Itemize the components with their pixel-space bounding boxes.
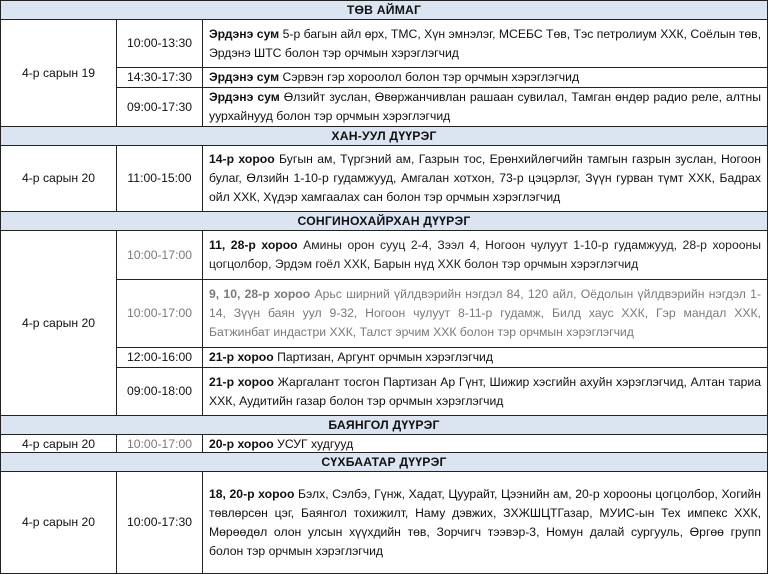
location-details: 5-р багын айл өрх, ТМС, Хүн эмнэлэг, МСЕБС Төв, Тэс петролиум ХХК, Соёлын төв, Эрдэнэ ШТС болон тэр орчмын хэрэглэгчид bbox=[209, 26, 761, 60]
section-title: БАЯНГОЛ ДҮҮРЭГ bbox=[1, 416, 768, 435]
location-name: 11, 28-р хороо bbox=[209, 238, 298, 252]
location-details: Амины орон сууц 2-4, Зээл 4, Ногоон чулуут 1-10-р гудамжууд, 28-р хорооны цогцолбор, Эрдэм гоёл ХХК, Барын нүд ХХК болон тэр орчмын хэрэглэгчид bbox=[209, 238, 762, 271]
location-details: Арьс ширний үйлдвэрийн нэгдэл 84, 120 айл, Оёдолын үйлдвэрийн нэгдэл 1-14, Зүүн баян уул 9-32, Ногоон чулуут 8-11-р гудамж, Билд хаус ХХК, Гэр мандал ХХК, Батжинбат индастри ХХК, Талст эрчим ХХК болон тэр орчмын хэрэглэгчид bbox=[209, 287, 761, 339]
description-cell bbox=[203, 146, 768, 212]
section-header bbox=[1, 127, 768, 146]
time-cell: 14:30-17:30 bbox=[117, 68, 203, 88]
time-cell: 10:00-17:30 bbox=[117, 472, 203, 574]
time-cell: 10:00-17:00 bbox=[117, 280, 203, 348]
location-name: 21-р хороо bbox=[209, 374, 274, 389]
table-row bbox=[1, 348, 768, 368]
date-cell: 4-р сарын 20 bbox=[1, 472, 117, 574]
location-name: 20-р хороо bbox=[209, 436, 274, 451]
table-row bbox=[1, 68, 768, 88]
time-cell: 11:00-15:00 bbox=[117, 146, 203, 212]
location-name: 21-р хороо bbox=[209, 350, 274, 364]
time-cell: 12:00-16:00 bbox=[117, 348, 203, 368]
table-row bbox=[1, 20, 768, 68]
description-cell bbox=[203, 472, 768, 574]
location-details: Өлзийт зуслан, Өвөржанчивлан рашаан сувилал, Тамган өндөр радио реле, алтны уурхайнууд болон тэр орчмын хэрэглэгчид bbox=[209, 90, 761, 123]
location-details: Сэрвэн гэр хороолол болон тэр орчмын хэрэглэгчид bbox=[279, 70, 580, 84]
location-details: Партизан, Аргунт орчмын хэрэглэгчид bbox=[273, 350, 493, 364]
location-name: 14-р хороо bbox=[209, 152, 275, 166]
description-cell bbox=[203, 435, 768, 453]
section-title: ХАН-УУЛ ДҮҮРЭГ bbox=[1, 127, 768, 146]
section-header bbox=[1, 212, 768, 231]
description-cell bbox=[203, 68, 768, 88]
table-row bbox=[1, 280, 768, 348]
section-header bbox=[1, 453, 768, 472]
time-cell: 10:00-13:30 bbox=[117, 20, 203, 68]
date-cell: 4-р сарын 20 bbox=[1, 146, 117, 212]
location-details: Бугын ам, Түргэний ам, Газрын тос, Ерөнхийлөгчийн тамгын газрын зуслан, Ногоон булаг, Өлзийн 1-10-р гудамжууд, Амгалан хотхон, 73-р цэцэрлэг, Зүүн гурван түмт ХХК, Бадрах ойл ХХК, Хүдэр хамгаалах сан болон тэр орчмын хэрэглэгчид bbox=[209, 152, 761, 204]
table-row bbox=[1, 231, 768, 280]
section-header bbox=[1, 1, 768, 20]
date-cell: 4-р сарын 20 bbox=[1, 435, 117, 453]
description-cell bbox=[203, 88, 768, 127]
location-name: 9, 10, 28-р хороо bbox=[209, 287, 311, 301]
table-row bbox=[1, 146, 768, 212]
time-cell: 09:00-17:30 bbox=[117, 88, 203, 127]
description-cell bbox=[203, 20, 768, 68]
table-row bbox=[1, 435, 768, 453]
date-cell: 4-р сарын 20 bbox=[1, 231, 117, 416]
location-details: Бэлх, Сэлбэ, Гүнж, Хадат, Цуурайт, Цээнийн ам, 20-р хорооны цогцолбор, Хогийн төвлөрсөн цэг, Баянгол тохижилт, Наму дэвжих, ЗХЖШЦТГазар, МУИС-ын Тех импекс ХХК, Мөрөөдөл олон улсын хүүхдийн төв, Зорчигч тээвэр-3, Номун далай сургууль, Өргөө групп болон тэр орчмын хэрэглэгчид bbox=[209, 486, 762, 558]
description-cell bbox=[203, 348, 768, 368]
table-row bbox=[1, 472, 768, 574]
description-cell bbox=[203, 231, 768, 280]
description-cell bbox=[203, 368, 768, 416]
location-details: УСУГ худгууд bbox=[273, 436, 354, 451]
location-details: Жаргалант тосгон Партизан Ар Гүнт, Шижир хэсгийн ахуйн хэрэглэгчид, Алтан тариа ХХК, Аудитийн газар болон тэр орчмын хэрэглэгчид bbox=[209, 374, 761, 408]
section-header bbox=[1, 416, 768, 435]
table-row bbox=[1, 88, 768, 127]
time-cell: 10:00-17:00 bbox=[117, 231, 203, 280]
section-title: СҮХБААТАР ДҮҮРЭГ bbox=[1, 453, 768, 472]
location-name: Эрдэнэ сум bbox=[209, 90, 280, 104]
section-title: СОНГИНОХАЙРХАН ДҮҮРЭГ bbox=[1, 212, 768, 231]
location-name: 18, 20-р хороо bbox=[209, 486, 295, 501]
time-cell: 09:00-18:00 bbox=[117, 368, 203, 416]
location-name: Эрдэнэ сум bbox=[209, 70, 280, 84]
table-row bbox=[1, 368, 768, 416]
time-cell: 10:00-17:00 bbox=[117, 435, 203, 453]
description-cell bbox=[203, 280, 768, 348]
date-cell: 4-р сарын 19 bbox=[1, 20, 117, 127]
location-name: Эрдэнэ сум bbox=[209, 26, 280, 41]
section-title: ТӨВ АЙМАГ bbox=[1, 1, 768, 20]
